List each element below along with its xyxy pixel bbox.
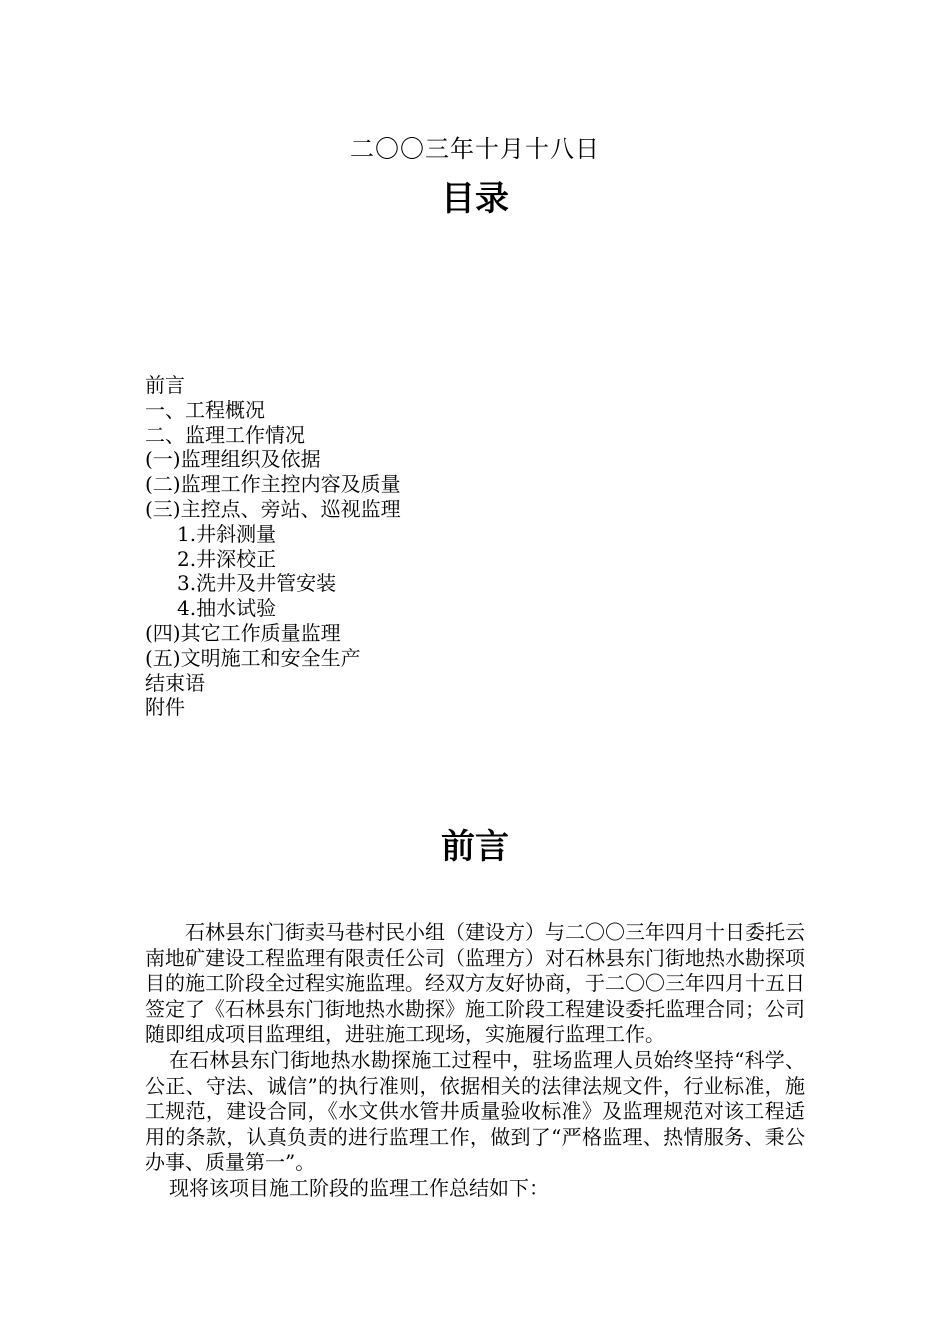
preface-body [145,920,805,1202]
toc-item-main-control-quality: (二)监理工作主控内容及质量 [145,472,401,497]
toc-item-other-quality: (四)其它工作质量监理 [145,620,341,645]
toc-subitem-well-inclination: 1.井斜测量 [177,521,277,546]
toc-heading: 目录 [441,179,509,219]
toc-item-project-overview: 一、工程概况 [145,397,265,422]
toc-subitem-pumping-test: 4.抽水试验 [177,596,277,621]
preface-paragraph: 现将该项目施工阶段的监理工作总结如下： [169,1175,549,1200]
toc-item-attachments: 附件 [145,695,185,720]
toc-item-conclusion: 结束语 [145,670,205,695]
toc-subitem-well-depth: 2.井深校正 [177,546,277,571]
table-of-contents [145,373,401,720]
preface-paragraph: 在石林县东门街地热水勘探施工过程中，驻场监理人员始终坚持“科学、公正、守法、诚信”的执行准则，依据相关的法律法规文件，行业标准，施工规范，建设合同，《水文供水管井质量验收标准》及监理规范对该工程适用的条款，认真负责的进行监理工作，做到了“严格监理、热情服务、秉公办事、质量第一”。 [145,1047,805,1175]
document-date: 二〇〇三年十月十八日 [350,135,600,163]
preface-paragraph: 石林县东门街卖马巷村民小组（建设方）与二〇〇三年四月十日委托云南地矿建设工程监理有限责任公司（监理方）对石林县东门街地热水勘探项目的施工阶段全过程实施监理。经双方友好协商，于二〇〇三年四月十五日签定了《石林县东门街地热水勘探》施工阶段工程建设委托监理合同；公司随即组成项目监理组，进驻施工现场，实施履行监理工作。 [145,920,805,1047]
toc-item-organization-basis: (一)监理组织及依据 [145,447,321,472]
toc-item-control-points: (三)主控点、旁站、巡视监理 [145,496,401,521]
toc-item-preface: 前言 [145,373,185,397]
toc-item-supervision-work: 二、监理工作情况 [145,422,305,447]
preface-heading: 前言 [441,827,509,867]
toc-item-civilized-safety: (五)文明施工和安全生产 [145,645,361,670]
toc-subitem-well-washing: 3.洗井及井管安装 [177,571,337,596]
